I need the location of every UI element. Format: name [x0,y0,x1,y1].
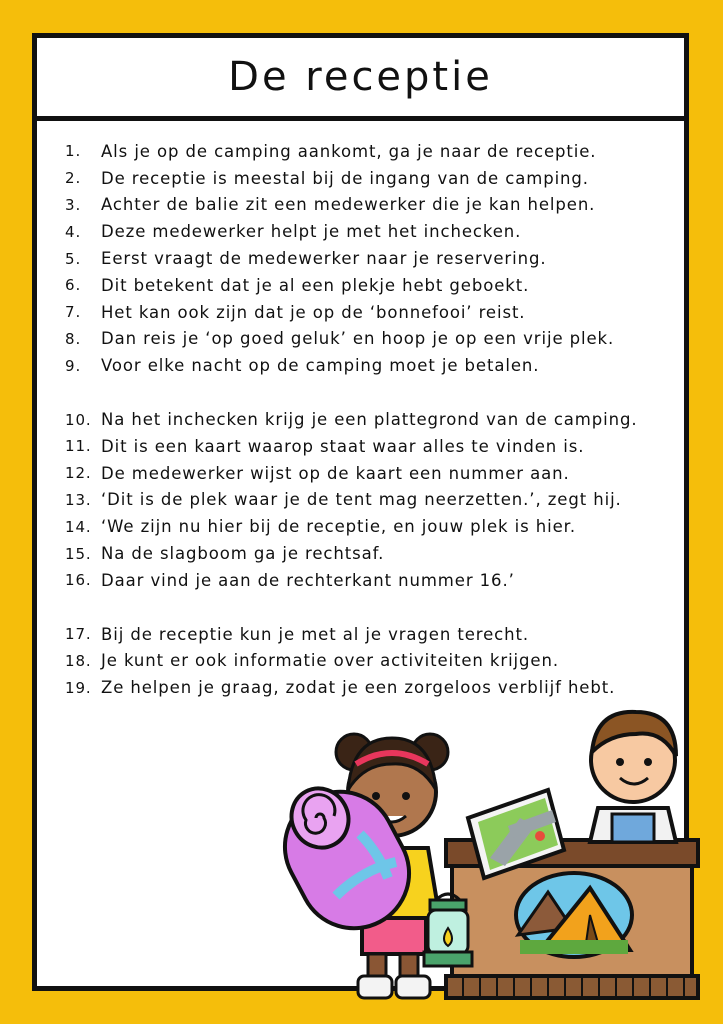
line-text: Eerst vraagt de medewerker naar je reservering. [101,249,547,269]
line-text: Voor elke nacht op de camping moet je betalen. [101,356,540,376]
line-text: Na de slagboom ga je rechtsaf. [101,544,385,564]
line-text: Het kan ook zijn dat je op de ‘bonnefooi’ reist. [101,302,526,322]
line-text: Dan reis je ‘op goed geluk’ en hoop je op een vrije plek. [101,329,615,349]
line-number: 19. [65,678,92,697]
line-text: Achter de balie zit een medewerker die je kan helpen. [101,195,596,215]
line-text: Daar vind je aan de rechterkant nummer 16.’ [101,570,515,590]
line-text: Dit betekent dat je al een plekje hebt geboekt. [101,275,530,295]
line-text: Bij de receptie kun je met al je vragen terecht. [101,624,529,644]
line-text: Na het inchecken krijg je een plattegrond van de camping. [101,410,638,430]
line-number: 2. [65,169,82,188]
line-text: Deze medewerker helpt je met het inchecken. [101,222,522,242]
line-number: 14. [65,517,92,536]
line-text: De receptie is meestal bij de ingang van de camping. [101,168,589,188]
line-number: 8. [65,329,82,348]
line-number: 18. [65,651,92,670]
line-number: 13. [65,490,92,509]
line-number: 7. [65,303,82,322]
line-number: 16. [65,571,92,590]
line-text: ‘We zijn nu hier bij de receptie, en jouw plek is hier. [101,517,576,537]
line-text: Als je op de camping aankomt, ga je naar de receptie. [101,141,597,161]
line-text: Je kunt er ook informatie over activiteiten krijgen. [101,651,559,671]
line-text: Ze helpen je graag, zodat je een zorgeloos verblijf hebt. [101,678,616,698]
boy-receptionist [590,712,676,842]
line-number: 3. [65,195,82,214]
line-text: De medewerker wijst op de kaart een nummer aan. [101,463,570,483]
line-number: 5. [65,249,82,268]
line-number: 11. [65,437,92,456]
tent-mountain-emblem [516,873,632,957]
line-number: 4. [65,222,82,241]
line-number: 10. [65,410,92,429]
line-number: 17. [65,625,92,644]
line-number: 1. [65,142,82,161]
line-number: 9. [65,356,82,375]
line-number: 6. [65,276,82,295]
lantern-icon [424,894,472,966]
line-number: 15. [65,544,92,563]
line-text: Dit is een kaart waarop staat waar alles te vinden is. [101,436,585,456]
line-text: ‘Dit is de plek waar je de tent mag neerzetten.’, zegt hij. [101,490,622,510]
page-title: De receptie [228,54,493,100]
line-number: 12. [65,464,92,483]
